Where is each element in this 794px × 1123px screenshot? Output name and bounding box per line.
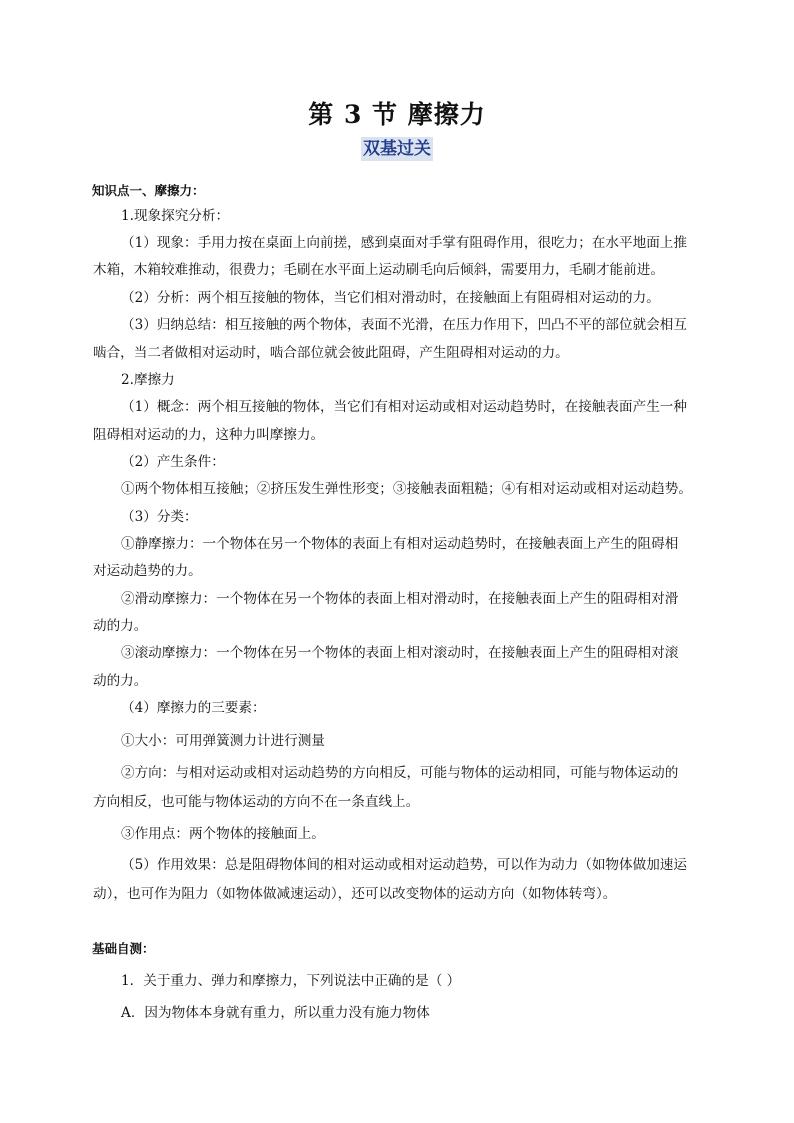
paragraph-line: 啮合，当二者做相对运动时，啮合部位就会彼此阻碍，产生阻碍相对运动的力。 bbox=[93, 345, 569, 361]
paragraph-line: ①大小：可用弹簧测力计进行测量 bbox=[121, 733, 325, 749]
paragraph-line: （2）分析：两个相互接触的物体，当它们相对滑动时，在接触面上有阻碍相对运动的力。 bbox=[121, 290, 660, 306]
knowledge-heading: 知识点一、摩擦力： bbox=[92, 183, 205, 198]
subtitle-container bbox=[0, 137, 794, 161]
paragraph-line: （1）现象：手用力按在桌面上向前搓，感到桌面对手掌有阻碍作用，很吃力；在水平地面上推 bbox=[121, 235, 687, 251]
paragraph-line: （3）分类： bbox=[121, 509, 198, 525]
page-title: 第 3 节 摩擦力 bbox=[308, 100, 486, 129]
paragraph-line: ①静摩擦力：一个物体在另一个物体的表面上有相对运动趋势时，在接触表面上产生的阻碍相 bbox=[121, 536, 679, 552]
paragraph-line: 方向相反，也可能与物体运动的方向不在一条直线上。 bbox=[93, 794, 420, 810]
paragraph-line: 1.现象探究分析： bbox=[121, 208, 230, 224]
section-subtitle: 双基过关 bbox=[363, 139, 431, 159]
paragraph-line: ③作用点：两个物体的接触面上。 bbox=[121, 826, 325, 842]
paragraph-line: ②方向：与相对运动或相对运动趋势的方向相反，可能与物体的运动相同，可能与物体运动的 bbox=[121, 765, 679, 781]
paragraph-line: ②滑动摩擦力：一个物体在另一个物体的表面上相对滑动时，在接触表面上产生的阻碍相对滑 bbox=[121, 591, 679, 607]
option-a: A．因为物体本身就有重力，所以重力没有施力物体 bbox=[121, 1005, 430, 1021]
question-text: 1．关于重力、弹力和摩擦力，下列说法中正确的是（ ） bbox=[121, 973, 461, 989]
paragraph-line: 2.摩擦力 bbox=[121, 372, 175, 388]
paragraph-line: （3）归纳总结：相互接触的两个物体，表面不光滑，在压力作用下，凹凸不平的部位就会相互 bbox=[121, 317, 687, 333]
paragraph-line: （2）产生条件： bbox=[121, 454, 225, 470]
paragraph-line: （4）摩擦力的三要素： bbox=[121, 700, 266, 716]
paragraph-line: （5）作用效果：总是阻碍物体间的相对运动或相对运动趋势，可以作为动力（如物体做加速运 bbox=[121, 857, 687, 873]
paragraph-line: 阻碍相对运动的力，这种力叫摩擦力。 bbox=[93, 427, 325, 443]
paragraph-line: （1）概念：两个相互接触的物体，当它们有相对运动或相对运动趋势时，在接触表面产生一种 bbox=[121, 399, 687, 415]
paragraph-line: 动），也可作为阻力（如物体做减速运动），还可以改变物体的运动方向（如物体转弯）。 bbox=[93, 886, 617, 902]
paragraph-line: ③滚动摩擦力：一个物体在另一个物体的表面上相对滚动时，在接触表面上产生的阻碍相对滚 bbox=[121, 645, 679, 661]
paragraph-line: ①两个物体相互接触；②挤压发生弹性形变；③接触表面粗糙；④有相对运动或相对运动趋势。 bbox=[121, 481, 692, 497]
paragraph-line: 对运动趋势的力。 bbox=[93, 563, 202, 579]
selftest-heading: 基础自测： bbox=[92, 941, 155, 956]
paragraph-line: 动的力。 bbox=[93, 673, 148, 689]
paragraph-line: 动的力。 bbox=[93, 618, 148, 634]
paragraph-line: 木箱，木箱较难推动，很费力；毛刷在水平面上运动刷毛向后倾斜，需要用力，毛刷才能前进。 bbox=[93, 262, 664, 278]
